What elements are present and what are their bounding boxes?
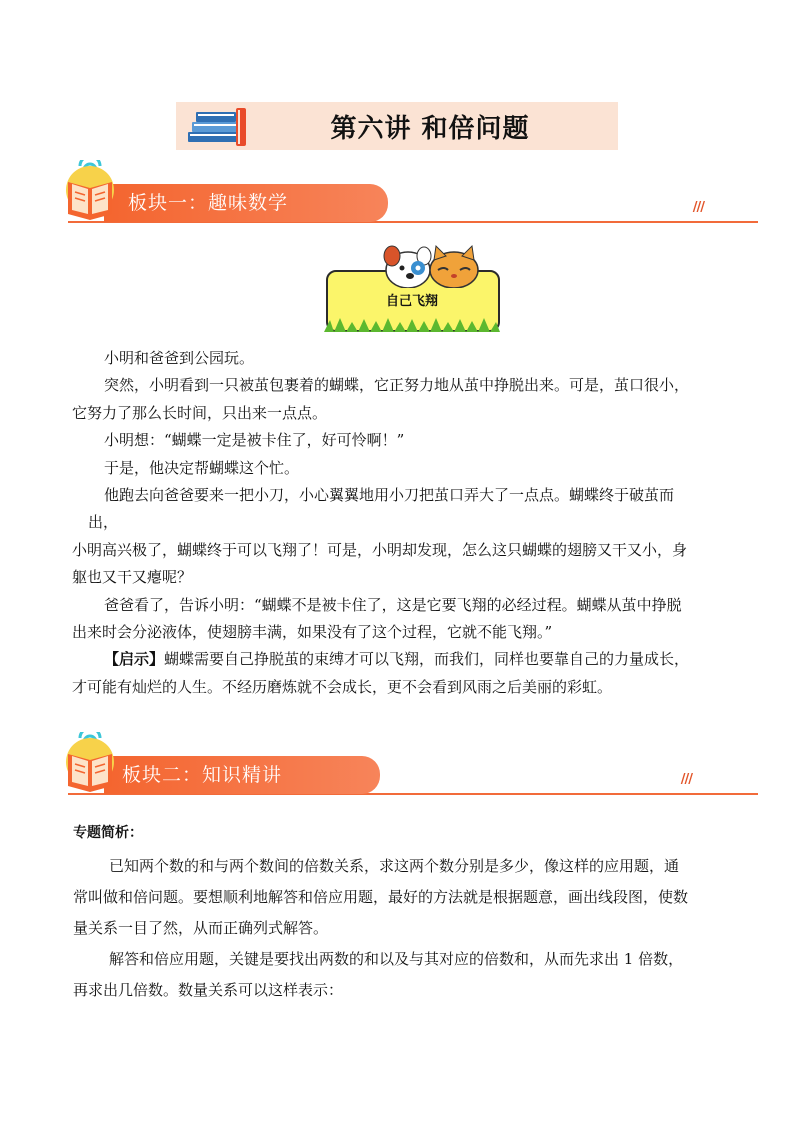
- page-title: 第六讲 和倍问题: [330, 114, 530, 144]
- story-paragraph: 突然，小明看到一只被茧包裹着的蝴蝶，它正努力地从茧中挣脱出来。可是，茧口很小，: [104, 376, 690, 395]
- subheading: 专题简析：: [73, 825, 143, 841]
- section-slashes: ///: [692, 200, 704, 215]
- story-sign: [326, 244, 498, 330]
- story-paragraph: 他跑去向爸爸要来一把小刀，小心翼翼地用小刀把茧口弄大了一点点。蝴蝶终于破茧而出，: [88, 486, 675, 532]
- story-paragraph: 于是，他决定帮蝴蝶这个忙。: [104, 458, 300, 477]
- story-paragraph: 爸爸看了，告诉小明：“蝴蝶不是被卡住了，这是它要飞翔的必经过程。蝴蝶从茧中挣脱: [104, 595, 682, 614]
- story-paragraph: 出来时会分泌液体，使翅膀丰满，如果没有了这个过程，它就不能飞翔。”: [72, 623, 553, 642]
- story-paragraph: [88, 646, 700, 673]
- story-paragraph: 小明想：“蝴蝶一定是被卡住了，好可怜啊！”: [104, 431, 405, 450]
- story-paragraph: 才可能有灿烂的人生。不经历磨炼就不会成长，更不会看到风雨之后美丽的彩虹。: [72, 677, 613, 696]
- story-text: [72, 345, 700, 701]
- section-header-2: [60, 732, 700, 796]
- knowledge-paragraph: 解答和倍应用题，关键是要找出两数的和以及与其对应的倍数和，从而先求出 1 倍数，: [109, 950, 684, 968]
- story-paragraph: 它努力了那么长时间，只出来一点点。: [72, 403, 328, 422]
- grass-decoration: [324, 316, 500, 332]
- story-paragraph: 躯也又干又瘪呢？: [72, 568, 193, 587]
- section-title: 板块一：趣味数学: [128, 192, 289, 214]
- open-book-icon: [60, 732, 120, 794]
- knowledge-paragraph: 再求出几倍数。数量关系可以这样表示：: [73, 981, 344, 999]
- story-paragraph: 小明和爸爸到公园玩。: [104, 349, 255, 367]
- knowledge-paragraph: 已知两个数的和与两个数间的倍数关系，求这两个数分别是多少，像这样的应用题，通: [109, 857, 680, 875]
- knowledge-paragraph: 量关系一目了然，从而正确列式解答。: [73, 919, 329, 937]
- story-paragraph: 小明高兴极了，蝴蝶终于可以飞翔了！可是，小明却发现，怎么这只蝴蝶的翅膀又干又小，身: [72, 540, 688, 559]
- title-banner: [176, 102, 618, 150]
- knowledge-text: [73, 818, 701, 1006]
- knowledge-paragraph: 常叫做和倍问题。要想顺利地解答和倍应用题，最好的方法就是根据题意，画出线段图，使数: [73, 888, 689, 906]
- sign-text: 自己飞翔: [385, 294, 438, 309]
- dog-cat-icon: [378, 244, 484, 288]
- section-slashes: ///: [680, 772, 692, 787]
- section-header-1: [60, 160, 704, 224]
- hint-text: 蝴蝶需要自己挣脱茧的束缚才可以飞翔，而我们，同样也要靠自己的力量成长，: [164, 650, 690, 669]
- section-title: 板块二：知识精讲: [122, 764, 283, 786]
- open-book-icon: [60, 160, 120, 222]
- hint-label: 【启示】: [104, 650, 165, 669]
